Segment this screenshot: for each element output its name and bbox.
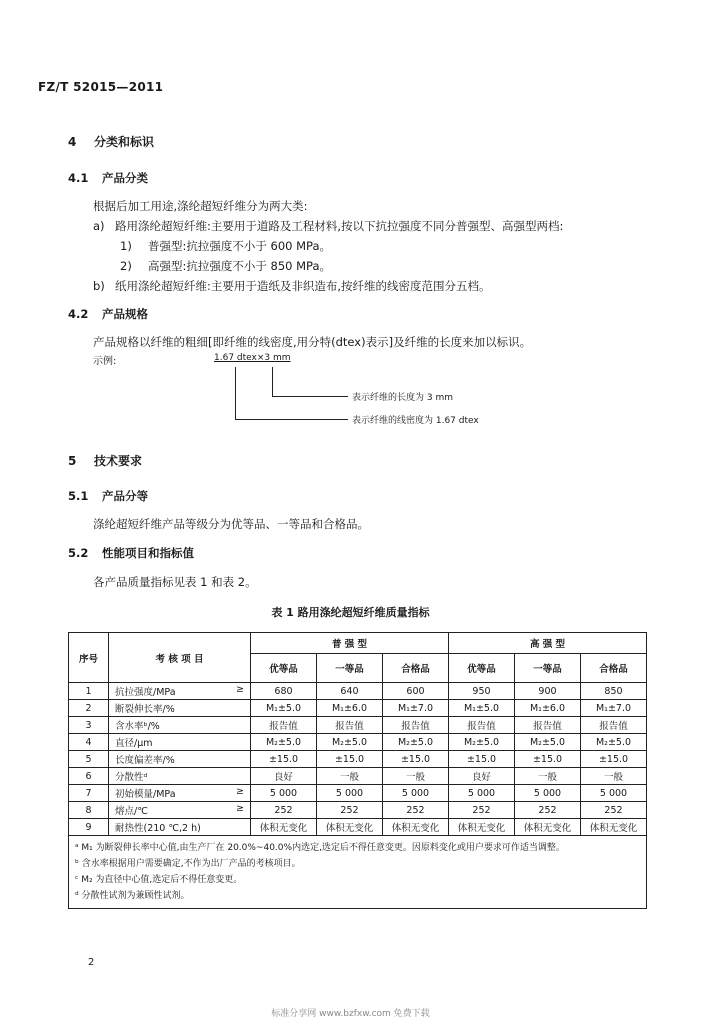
table-row [69, 700, 647, 717]
value-cell: M₁±6.0 [317, 700, 383, 717]
value-cell: ±15.0 [581, 751, 647, 768]
section-5-2-heading [68, 545, 194, 561]
grade-header: 合格品 [581, 654, 647, 683]
page-number: 2 [88, 957, 95, 968]
column-header-item: 考 核 项 目 [109, 633, 251, 683]
value-cell: 850 [581, 683, 647, 700]
column-header-no: 序号 [69, 633, 109, 683]
value-cell: 一般 [515, 768, 581, 785]
row-item [109, 717, 251, 734]
grade-header: 一等品 [515, 654, 581, 683]
row-number: 5 [69, 751, 109, 768]
value-cell: 5 000 [251, 785, 317, 802]
value-cell: ±15.0 [317, 751, 383, 768]
value-cell: 报告值 [515, 717, 581, 734]
value-cell: M₂±5.0 [251, 734, 317, 751]
value-cell: 一般 [581, 768, 647, 785]
list-label: 1) [120, 239, 132, 253]
item-label: 熔点/℃ [115, 806, 148, 817]
group-header-high-strength: 高 强 型 [449, 633, 647, 654]
value-cell: 一般 [383, 768, 449, 785]
value-cell: ±15.0 [449, 751, 515, 768]
value-cell: M₂±5.0 [515, 734, 581, 751]
footnote: ᵇ 含水率根据用户需要确定,不作为出厂产品的考核项目。 [75, 859, 301, 869]
value-cell: M₁±7.0 [383, 700, 449, 717]
row-number: 3 [69, 717, 109, 734]
section-4-2-heading [68, 306, 148, 322]
value-cell: M₁±7.0 [581, 700, 647, 717]
comparison-symbol: ≥ [236, 684, 244, 695]
value-cell: ±15.0 [383, 751, 449, 768]
leader-line-length-horizontal [272, 396, 348, 397]
value-cell: 体积无变化 [515, 819, 581, 836]
section-title: 技术要求 [94, 454, 143, 468]
quality-index-table [68, 632, 647, 909]
value-cell: 950 [449, 683, 515, 700]
section-title: 性能项目和指标值 [102, 546, 194, 560]
footnote: ᵃ M₁ 为断裂伸长率中心值,由生产厂在 20.0%~40.0%内选定,选定后不得任意变更。因原料变化或用户要求可作适当调整。 [75, 843, 565, 853]
example-code: 1.67 dtex×3 mm [214, 353, 291, 363]
list-label: 2) [120, 259, 132, 273]
example-note-density: 表示纤维的线密度为 1.67 dtex [352, 416, 479, 426]
item-label: 含水率ᵇ/% [115, 721, 160, 732]
value-cell: 5 000 [515, 785, 581, 802]
grade-header: 合格品 [383, 654, 449, 683]
value-cell: 体积无变化 [383, 819, 449, 836]
leader-line-density [235, 367, 236, 419]
document-header: FZ/T 52015—2011 [38, 80, 164, 94]
list-text: 路用涤纶超短纤维:主要用于道路及工程材料,按以下抗拉强度不同分普强型、高强型两档: [115, 219, 564, 233]
table-row [69, 819, 647, 836]
row-number: 9 [69, 819, 109, 836]
spec-description: 产品规格以纤维的粗细[即纤维的线密度,用分特(dtex)表示]及纤维的长度来加以标识。 [93, 335, 532, 349]
value-cell: 5 000 [449, 785, 515, 802]
list-text: 纸用涤纶超短纤维:主要用于造纸及非织造布,按纤维的线密度范围分五档。 [115, 279, 491, 293]
section-number: 5.2 [68, 546, 89, 560]
value-cell: 600 [383, 683, 449, 700]
section-number: 4 [68, 135, 77, 149]
table-caption: 表 1 路用涤纶超短纤维质量指标 [271, 606, 430, 619]
section-4-heading [68, 133, 154, 150]
value-cell: 640 [317, 683, 383, 700]
row-item [109, 768, 251, 785]
value-cell: 体积无变化 [449, 819, 515, 836]
group-header-normal-strength: 普 强 型 [251, 633, 449, 654]
value-cell: ±15.0 [251, 751, 317, 768]
value-cell: M₂±5.0 [383, 734, 449, 751]
section-number: 4.2 [68, 307, 89, 321]
value-cell: 252 [449, 802, 515, 819]
section-title: 产品分等 [102, 489, 148, 503]
table-row [69, 751, 647, 768]
table-row [69, 802, 647, 819]
category-a [93, 218, 563, 234]
example-label: 示例: [93, 356, 117, 367]
table-row [69, 785, 647, 802]
item-label: 分散性ᵈ [115, 772, 148, 783]
value-cell: 900 [515, 683, 581, 700]
value-cell: 5 000 [383, 785, 449, 802]
section-number: 5 [68, 454, 77, 468]
row-item [109, 819, 251, 836]
grade-header: 优等品 [449, 654, 515, 683]
comparison-symbol: ≥ [236, 786, 244, 797]
list-label: a) [93, 219, 105, 233]
section-title: 产品分类 [102, 171, 148, 185]
value-cell: M₁±6.0 [515, 700, 581, 717]
watermark-text: 标准分享网 www.bzfxw.com 免费下载 [271, 1009, 430, 1019]
list-text: 普强型:抗拉强度不小于 600 MPa。 [148, 239, 332, 253]
table-footnotes [69, 836, 647, 909]
item-label: 初始模量/MPa [115, 789, 176, 800]
row-item [109, 802, 251, 819]
section-title: 分类和标识 [94, 135, 155, 149]
row-item [109, 683, 251, 700]
leader-line-density-horizontal [235, 419, 348, 420]
list-label: b) [93, 279, 105, 293]
value-cell: 报告值 [449, 717, 515, 734]
value-cell: M₂±5.0 [449, 734, 515, 751]
row-number: 7 [69, 785, 109, 802]
value-cell: 良好 [251, 768, 317, 785]
value-cell: 体积无变化 [317, 819, 383, 836]
value-cell: 一般 [317, 768, 383, 785]
table-header-row [69, 633, 647, 654]
value-cell: 252 [383, 802, 449, 819]
classification-intro: 根据后加工用途,涤纶超短纤维分为两大类: [93, 199, 308, 213]
footnote: ᶜ M₂ 为直径中心值,选定后不得任意变更。 [75, 875, 243, 885]
row-number: 2 [69, 700, 109, 717]
grade-description: 涤纶超短纤维产品等级分为优等品、一等品和合格品。 [93, 517, 369, 531]
table-footnote-row [69, 836, 647, 909]
item-label: 长度偏差率/% [115, 755, 175, 766]
item-label: 抗拉强度/MPa [115, 687, 176, 698]
table-row [69, 768, 647, 785]
item-label: 直径/μm [115, 738, 153, 749]
value-cell: M₂±5.0 [317, 734, 383, 751]
grade-header: 一等品 [317, 654, 383, 683]
section-title: 产品规格 [102, 307, 148, 321]
section-5-1-heading [68, 488, 148, 504]
list-text: 高强型:抗拉强度不小于 850 MPa。 [148, 259, 332, 273]
category-a-1 [120, 238, 331, 254]
value-cell: 252 [581, 802, 647, 819]
value-cell: 体积无变化 [251, 819, 317, 836]
value-cell: 680 [251, 683, 317, 700]
value-cell: 252 [251, 802, 317, 819]
value-cell: M₂±5.0 [581, 734, 647, 751]
value-cell: M₁±5.0 [251, 700, 317, 717]
comparison-symbol: ≥ [236, 803, 244, 814]
category-a-2 [120, 258, 331, 274]
value-cell: 252 [515, 802, 581, 819]
value-cell: 体积无变化 [581, 819, 647, 836]
value-cell: 报告值 [581, 717, 647, 734]
section-5-heading [68, 452, 142, 469]
value-cell: 报告值 [317, 717, 383, 734]
row-number: 8 [69, 802, 109, 819]
row-number: 4 [69, 734, 109, 751]
value-cell: 5 000 [581, 785, 647, 802]
grade-header: 优等品 [251, 654, 317, 683]
section-number: 4.1 [68, 171, 89, 185]
leader-line-length [272, 367, 273, 396]
table-row [69, 734, 647, 751]
value-cell: 5 000 [317, 785, 383, 802]
value-cell: M₁±5.0 [449, 700, 515, 717]
value-cell: ±15.0 [515, 751, 581, 768]
row-number: 6 [69, 768, 109, 785]
footnote: ᵈ 分散性试剂为兼顾性试剂。 [75, 891, 190, 901]
value-cell: 报告值 [383, 717, 449, 734]
section-number: 5.1 [68, 489, 89, 503]
value-cell: 报告值 [251, 717, 317, 734]
index-description: 各产品质量指标见表 1 和表 2。 [93, 575, 257, 589]
table-row [69, 717, 647, 734]
table-row [69, 683, 647, 700]
value-cell: 252 [317, 802, 383, 819]
category-b [93, 278, 491, 294]
section-4-1-heading [68, 170, 148, 186]
value-cell: 良好 [449, 768, 515, 785]
example-note-length: 表示纤维的长度为 3 mm [352, 393, 453, 403]
row-item [109, 700, 251, 717]
item-label: 断裂伸长率/% [115, 704, 175, 715]
item-label: 耐热性(210 ℃,2 h) [115, 823, 201, 834]
row-item [109, 751, 251, 768]
row-number: 1 [69, 683, 109, 700]
row-item [109, 734, 251, 751]
row-item [109, 785, 251, 802]
